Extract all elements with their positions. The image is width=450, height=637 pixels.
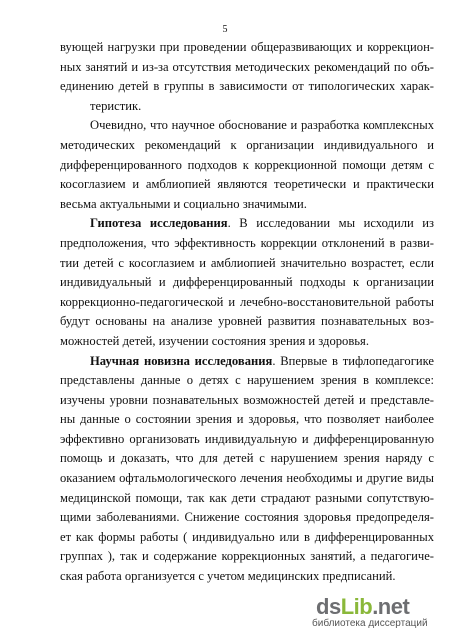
text-line: представлены данные о детях с нарушением зрения в комплексе: — [60, 373, 434, 388]
text-line: предположения, что эффективность коррекции отклонений в разви- — [60, 235, 434, 250]
dslib-logo — [316, 596, 409, 618]
paragraph-relevance — [60, 116, 434, 214]
text-line: единению детей в группы в зависимости от типологических харак- — [60, 79, 434, 94]
text-line: будут основаны на анализе уровней развития познавательных воз- — [60, 314, 434, 329]
dslib-watermark — [312, 596, 442, 632]
text-line: группах ), так и содержание коррекционных занятий, а педагогиче- — [60, 549, 434, 564]
text-line: теристик. — [90, 98, 142, 113]
text-line: косоглазием и амблиопией являются теоретически и практически — [60, 177, 434, 192]
text-fragment: . Впервые в тифлопедагогике — [272, 353, 434, 368]
logo-part-lib: Lib — [340, 594, 373, 619]
text-line: можностей детей, изучении состояния зрения и здоровья. — [60, 333, 369, 348]
text-line: щими заболеваниями. Снижение состояния здоровья предопределя- — [60, 510, 434, 525]
text-line: ных занятий и из-за отсутствия методических рекомендаций по объ- — [60, 59, 434, 74]
text-line: индивидуальный и дифференцированный подходы к организации — [60, 275, 434, 290]
text-line: ны данные о состоянии зрения и здоровья, что позволяет наиболее — [60, 412, 434, 427]
text-line — [60, 352, 434, 372]
text-line: дифференцированного подходов к коррекционной помощи детям с — [60, 157, 434, 172]
watermark-tagline: библиотека диссертаций — [312, 618, 428, 629]
text-line — [60, 214, 434, 234]
paragraph-continuation — [60, 38, 434, 116]
text-line: весьма актуальными и социально значимыми. — [60, 196, 307, 211]
text-line: эффективно организовать индивидуальную и дифференцированную — [60, 431, 434, 446]
text-line: ская работа организуется с учетом медицинских предписаний. — [60, 569, 396, 584]
logo-part-ds: ds — [316, 594, 341, 619]
text-line: методических рекомендаций к организации индивидуального и — [60, 137, 434, 152]
document-body — [60, 38, 434, 587]
page-number: 5 — [222, 24, 228, 35]
text-line: изучены уровни познавательных возможностей детей и представле- — [60, 392, 434, 407]
logo-part-net: .net — [372, 594, 410, 619]
section-heading-hypothesis: Гипотеза исследования — [90, 216, 228, 231]
text-line: помощь и доказать, что для детей с нарушением зрения наряду с — [60, 451, 434, 466]
text-line: вующей нагрузки при проведении общеразвивающих и коррекцион- — [60, 40, 434, 54]
section-heading-novelty: Научная новизна исследования — [90, 353, 273, 368]
text-fragment: . В исследовании мы исходили из — [227, 216, 434, 231]
text-line: Очевидно, что научное обоснование и разработка комплексных — [90, 118, 434, 133]
text-line: медицинской помощи, так как дети страдают разными сопутствую- — [60, 490, 434, 505]
paragraph-novelty — [60, 352, 434, 587]
paragraph-hypothesis — [60, 214, 434, 351]
text-line: тии детей с косоглазием и амблиопией значительно возрастет, если — [60, 255, 434, 270]
text-line: оказанием офтальмологического лечения необходимы и другие виды — [60, 471, 434, 486]
text-line: ет как формы работы ( индивидуально или в дифференцированных — [60, 529, 434, 544]
text-line: коррекционно-педагогической и лечебно-восстановительной работы — [60, 294, 434, 309]
